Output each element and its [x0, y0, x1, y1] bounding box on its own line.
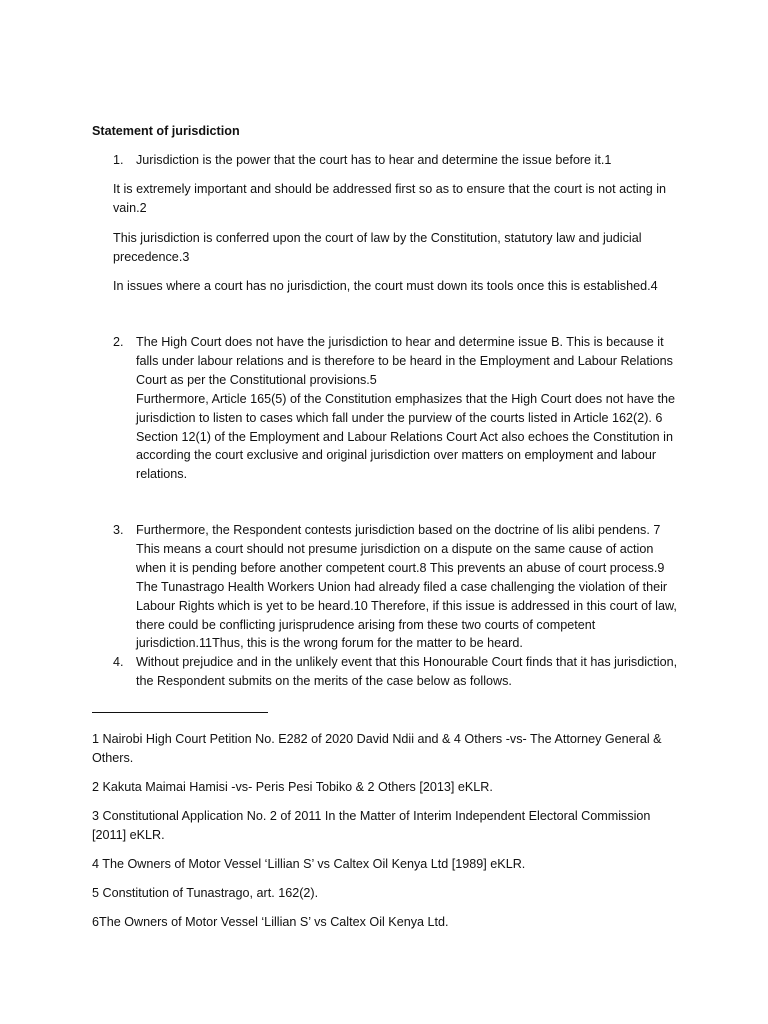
- paragraph-importance: It is extremely important and should be addressed first so as to ensure that the court is not acting in vain.2: [113, 182, 667, 215]
- footnote-6: 6The Owners of Motor Vessel ‘Lillian S’ vs Caltex Oil Kenya Ltd.: [92, 915, 449, 929]
- list-item-text: Furthermore, the Respondent contests jurisdiction based on the doctrine of lis alibi pendens. 7 This means a court should not presume jurisdiction on a dispute on the same cause of action when it is pending before another competent court.8 This prevents an abuse of court process.9 The Tunastrago Health Workers Union had already filed a case challenging the violation of their Labour Rights which is yet to be heard.10 Therefore, if this issue is addressed in this court of law, there could be conflicting jurisprudence arising from these two courts of competent jurisdiction.11Thus, this is the wrong forum for the matter to be heard.: [136, 523, 677, 651]
- list-item-3: [113, 521, 679, 653]
- list-number: 2.: [113, 335, 124, 349]
- list-item-1: [113, 151, 679, 170]
- list-item-text: Jurisdiction is the power that the court has to hear and determine the issue before it.1: [136, 153, 612, 167]
- list-item-text: Furthermore, Article 165(5) of the Constitution emphasizes that the High Court does not have the jurisdiction to listen to cases which fall under the purview of the courts listed in Article 162(2). 6: [136, 391, 676, 425]
- footnote-2: 2 Kakuta Maimai Hamisi -vs- Peris Pesi Tobiko & 2 Others [2013] eKLR.: [92, 780, 493, 794]
- list-number: 3.: [113, 523, 124, 537]
- list-item-2: [113, 333, 679, 484]
- footnote-5: 5 Constitution of Tunastrago, art. 162(2).: [92, 886, 319, 900]
- footnote-4: 4 The Owners of Motor Vessel ‘Lillian S’ vs Caltex Oil Kenya Ltd [1989] eKLR.: [92, 857, 526, 871]
- list-item-4: [113, 653, 679, 691]
- footnote-separator: [92, 712, 268, 713]
- list-number: 4.: [113, 655, 124, 669]
- footnote-1: 1 Nairobi High Court Petition No. E282 of 2020 David Ndii and & 4 Others -vs- The Attorney General & Others.: [92, 732, 662, 765]
- list-item-text: Section 12(1) of the Employment and Labour Relations Court Act also echoes the Constitution in according the court exclusive and original jurisdiction over matters on employment and labour relations.: [136, 429, 673, 482]
- paragraph-no-jurisdiction: In issues where a court has no jurisdiction, the court must down its tools once this is established.4: [113, 279, 658, 293]
- footnote-3: 3 Constitutional Application No. 2 of 2011 In the Matter of Interim Independent Electoral Commission [2011] eKLR.: [92, 809, 651, 842]
- list-item-text: Without prejudice and in the unlikely event that this Honourable Court finds that it has jurisdiction, the Respondent submits on the merits of the case below as follows.: [136, 655, 678, 688]
- list-item-text: The High Court does not have the jurisdiction to hear and determine issue B. This is because it falls under labour relations and is therefore to be heard in the Employment and Labour Relations Court as per the Constitutional provisions.5: [136, 335, 673, 387]
- list-number: 1.: [113, 153, 124, 167]
- paragraph-conferred: This jurisdiction is conferred upon the court of law by the Constitution, statutory law and judicial precedence.3: [113, 231, 642, 264]
- section-heading: Statement of jurisdiction: [92, 124, 240, 138]
